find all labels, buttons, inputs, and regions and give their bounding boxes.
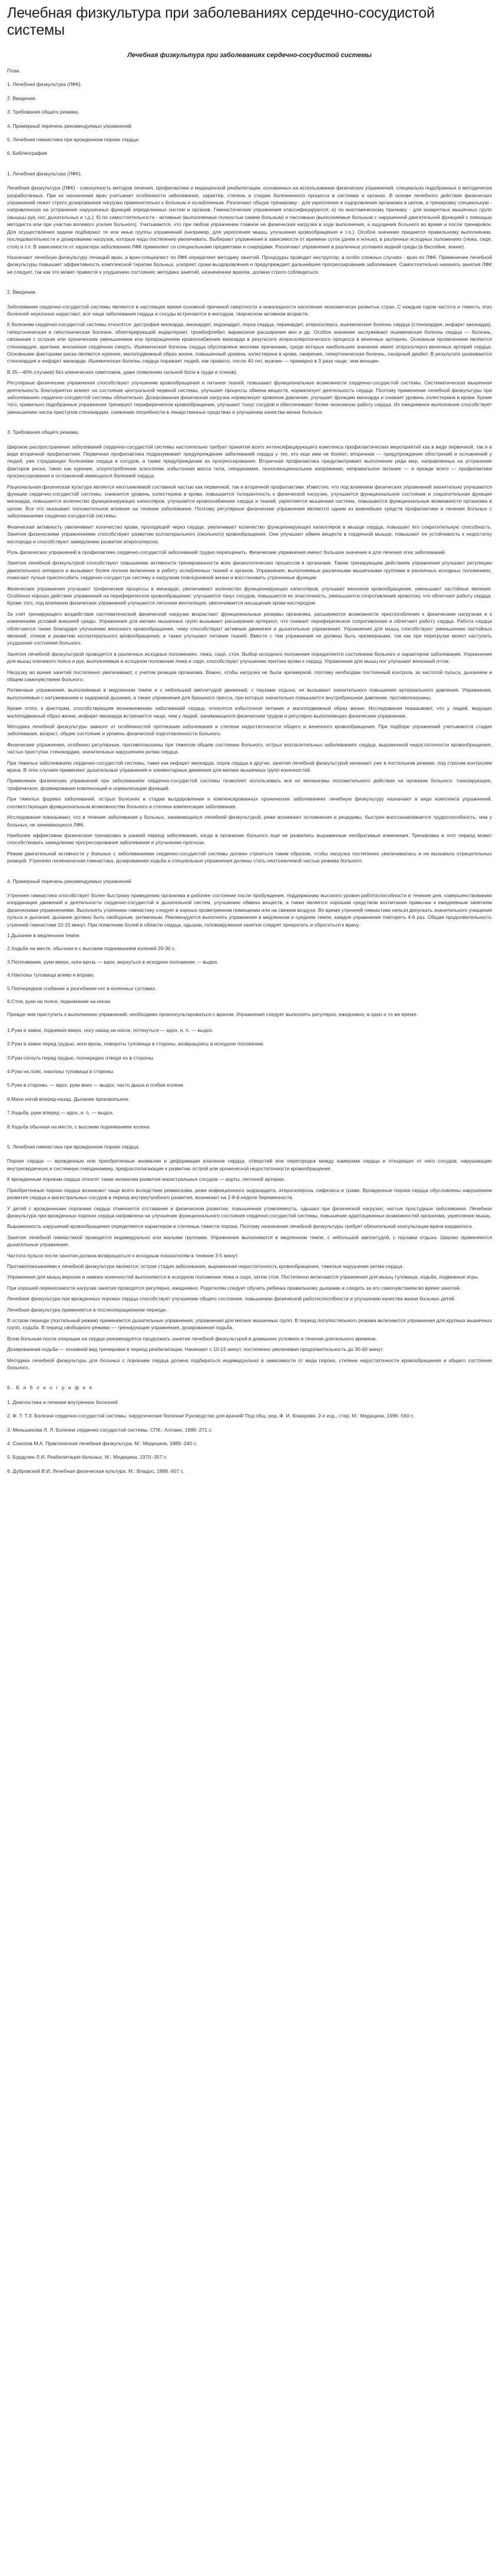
paragraph: Роль физических упражнений в профилактике сердечно-сосудистой заболеваний трудно переоценить. Физические упражнения имеют большое значение и для лечения этих заболеваний.	[7, 549, 447, 555]
paragraph: Лечебная физкультура применяется в послеоперационном периоде.	[7, 1306, 167, 1313]
bibliography-item: 5. Бурдулин Л.И. Реабилитация больных. М.: Медицина, 1970.-357 с.	[7, 1454, 168, 1460]
paragraph: Занятия лечебной физкультурой способствуют повышению активности тренированности всех физиологических процессов в организме. Таким тренирующим действием упражнения улучшают регуляцию двигательного аппарата и вызывают более полное включение в работу ослабленных тканей и органов. Упражнения, выполняемые различными мышечными группами в различных исходных положениях, помогают лучше приспособить сердечно-сосудистую систему к нагрузкам повседневной жизни и восстановить утраченные функции.	[7, 560, 492, 581]
exercise-list	[7, 1027, 492, 1130]
list-item: 3.Руки согнуть перед грудью, поочередно отводя их в стороны.	[7, 1054, 154, 1061]
bibliography-heading: 6. Б и б л и о г р а ф и я	[7, 1385, 93, 1391]
list-item: 6.Махи ногой вперед-назад. Дыхание произвольное.	[7, 1096, 130, 1102]
list-item: 6.Стоя, руки на поясе, поднимание на носки.	[7, 998, 112, 1004]
paragraph: Занятия лечебной гимнастикой проводятся индивидуально или малыми группами. Упражнения выполняются в медленном темпе, с небольшой амплитудой, с паузами отдыха. Широко применяются дыхательные упражнения.	[7, 1234, 492, 1248]
paragraph: Физическая активность увеличивает количество крови, проходящей через сердце; увеличивает количество функционирующих капилляров в мышце сердца, повышает его сократительную способность. Занятия физическими упражнениями способствуют развитию коллатерального (окольного) кровообращения. Они улучшают обмен веществ в сердечной мышце, повышают ее устойчивость к недостатку кислорода и способствуют замедлению развития атеросклероза.	[7, 523, 492, 545]
paragraph: За счет тренирующего воздействия систематической физической нагрузки возрастают функциональные резервы организма, расширяются возможности приспособления к физическим нагрузкам и к изменениям условий внешней среды. Упражнения для мелких мышечных групп вызывают расширение артериол, что снижает периферическое сопротивление и облегчает работу сердца. Работа сердца облегчается также благодаря улучшению венозного кровообращения, чему способствуют активные движения и дыхательные упражнения. Упражнения для мышц способствуют уменьшению застойных явлений, отеков и развитию коллатерального кровообращения, а также улучшают питание тканей. Вместе с тем упражнения не должны быть чрезмерными, так как при перегрузке может наступить ухудшение состояния больного.	[7, 610, 492, 646]
list-item: 4.Наклоны туловища влево и вправо.	[7, 972, 95, 978]
paragraph: Наиболее эффективна физическая тренировка в ранний период заболевания, когда в организме больного еще не развились выраженные необратимые изменения. Тренировка в этот период может способствовать замедлению прогрессирования заболевания и улучшению прогноза.	[7, 832, 492, 846]
page-title: Лечебная физкультура при заболеваниях сердечно-сосудистой системы	[7, 5, 435, 38]
paragraph: Противопоказаниями к лечебной физкультуре являются: острая стадия заболевания, выраженная недостаточность кровообращения, тяжелые нарушения ритма сердца.	[7, 1263, 404, 1269]
paragraph: Дозированная ходьба — основной вид тренировки в период реабилитации. Начинают с 10-15 минут, постепенно увеличивая продолжительность до 30-60 минут.	[7, 1346, 384, 1353]
bibliography-item: 1. Диагностика и лечение внутренних болезней.	[7, 1399, 120, 1405]
list-item: 8.Ходьба обычная на месте, с высоким подниманием колена.	[7, 1123, 151, 1130]
paragraph: Физические упражнения улучшают трофические процессы в миокарде, увеличивают количество функционирующих капилляров, улучшают венозное кровообращение, уменьшают застойные явления. Особенно хорошо действие упражнений на периферическое кровообращение: улучшается тонус сосудов, повышается их эластичность, уменьшается сопротивление кровотоку, что облегчает работу сердца. Кроме того, под влиянием физических упражнений улучшается легочная вентиляция, увеличивается насыщение крови кислородом.	[7, 585, 492, 606]
plan-item: 5. Лечебная гимнастика при врожденном пороке сердца.	[7, 137, 140, 143]
bibliography-item: 4. Соколов М.А. Практическая лечебная физкультура. М.: Медицина, 1989.-240 с.	[7, 1440, 198, 1447]
paragraph: К болезням сердечно-сосудистой системы относятся: дистрофия миокарда, миокардит, эндокардит, порок сердца, перикардит, атеросклероз, ишемическая болезнь сердца (стенокардия, инфаркт миокарда), гипертоническая и гипотоническая болезни, облитерирующий эндартериит, тромбофлебит, варикозное расширение вен и др. Особое значение заслуживают ишемическая болезнь сердца — болезнь, связанная с острым или хроническим уменьшением или прекращением кровоснабжения миокарда в результате атеросклеротического процесса в венечных артериях. Основным проявлением являются стенокардия, аритмии, внезапная сердечная смерть. Ишемическая болезнь сердца обусловлена многими причинами, среди которых наибольшее значение имеет атеросклероз венечных артерий сердца. Основными факторами риска являются курение, малоподвижный образ жизни, повышенный уровень холестерина в крови, ожирение, гипертоническая болезнь, сахарный диабет. В результате развиваются стенокардия и инфаркт миокарда. Ишемическая болезнь сердца поражает людей, как правило, после 40 лет, мужчин — примерно в 3 раза чаще, чем женщин.	[7, 321, 492, 364]
list-item: 5.Руки в стороны, — вдох, руки вниз — выдох, часто дыша и сгибая колени.	[7, 1082, 184, 1088]
bibliography-item: 3. Меньшикова Л. Л. Болезни сердечно-сосудистой системы. СПб.: Аллаин, 1998.-271 с.	[7, 1426, 213, 1433]
paragraph: Частота пульса после занятия должна возвращаться к исходным показателям в течение 3-5 минут.	[7, 1252, 239, 1259]
paragraph: Регулярные физические упражнения способствуют улучшению кровообращения и питания тканей, повышают функциональные возможности сердечно-сосудистой системы. Систематическая мышечная деятельность благоприятно влияет на состояние центральной нервной системы, улучшает процессы обмена веществ, нормализует деятельность сердца. Поэтому применение лечебной физкультуры при заболеваниях сердечно-сосудистой системы обязательно. Дозированная физическая нагрузка нормализует кровяное давление, улучшает функцию миокарда и снижает уровень холестерина в крови. Кроме того, правильно подобранные упражнения тренируют периферическое кровообращение, улучшают тонус сосудов и обеспечивают более экономную работу сердца. Их ежедневное выполнение способствует уменьшению числа приступов стенокардии, снижению потребности в лекарственных средствах и улучшению качества жизни больных.	[7, 380, 492, 415]
paragraph: Физические упражнения, особенно регулярные, противопоказаны при тяжелом общем состоянии больного, острых воспалительных заболеваниях сердца, выраженной недостаточности кровообращения, частых приступах стенокардии, значительных нарушениях ритма сердца.	[7, 741, 492, 755]
plan-item: 2. Введение.	[7, 95, 37, 101]
paragraph: Режим двигательной активности у больных с заболеваниями сердечно-сосудистой системы должен строиться таким образом, чтобы нагрузка постепенно увеличивалась и не вызывала отрицательных реакций. Утренняя гигиеническая гимнастика, дозированная ходьба и специальные упражнения должны стать неотъемлемой частью режима больного.	[7, 850, 492, 864]
bibliography-list	[7, 1399, 492, 1475]
paragraph: При тяжелых заболеваниях сердечно-сосудистой системы, таких как инфаркт миокарда, порок сердца и другие, занятия лечебной физкультурой начинают уже в постельном режиме, под строгим контролем врача. В этих случаях применяют дыхательные упражнения и элементарные движения для мелких мышечных групп конечностей.	[7, 759, 492, 774]
paragraph: При хорошей переносимости нагрузки занятия проводятся регулярно, ежедневно. Родителям следует обучить ребенка правильному дыханию и следить за его самочувствием во время занятий.	[7, 1284, 461, 1291]
paragraph: Лечебная физкультура при врожденных пороках сердца способствует улучшению общего состояния, повышению физической работоспособности и улучшению качества жизни больных детей.	[7, 1296, 456, 1302]
paragraph: Методика лечебной физкультуры для больных с пороками сердца должна подбираться индивидуально в зависимости от вида порока, степени недостаточности кровообращения и общего состояния больного.	[7, 1357, 492, 1370]
paragraph: Прежде чем приступить к выполнению упражнений, необходимо проконсультироваться с врачом. Упражнения следует выполнять регулярно, ежедневно, в одно и то же время.	[7, 1011, 418, 1018]
paragraph: Пороки сердца — врожденные или приобретенные аномалии и деформации клапанов сердца, отверстий или перегородок между камерами сердца и отходящих от него сосудов, нарушающие внутрисердечную и системную гемодинамику, предрасполагающие к развитию острой или хронической недостаточности кровообращения.	[7, 1158, 492, 1171]
paragraph: Исследования показывают, что в течение заболевания у больных, занимающихся лечебной физкультурой, реже возникают осложнения и рецидивы, быстрее восстанавливается трудоспособность, чем у больных, не занимающихся ЛФК.	[7, 814, 492, 828]
section-heading: 3. Требования общего режима.	[7, 429, 80, 436]
section-heading: 4. Примерный перечень рекомендуемых упражнений	[7, 878, 131, 884]
plan-label: План.	[7, 68, 21, 74]
bibliography-item: 2. Ф. Т. Т.З. Болезни сердечно-сосудистой системы, хирургические болезни/ Руководство для врачей/ Под общ. ред. Ф. И. Комарова. 2-е изд., стер. М.: Медицина, 1996.-560 с.	[7, 1413, 415, 1419]
bibliography-item: 6. Дубровский В.И. Лечебная физическая культура. М.: Владос, 1999.-607 с.	[7, 1468, 185, 1474]
plan-item: 1. Лечебная физкультура (ЛФК).	[7, 81, 82, 88]
document-heading: Лечебная физкультура при заболеваниях сердечно-сосудистой системы	[127, 52, 372, 59]
list-item: 1.Дыхание в медленном темпе.	[7, 932, 81, 938]
section-heading: 1. Лечебная физкультура (ЛФК).	[7, 170, 82, 177]
list-item: 1.Руки в замок, поднимая вверх, ногу назад на носок, потянуться — вдох, и. п. — выдох.	[7, 1027, 214, 1033]
paragraph: Кроме этого, к факторам, способствующим возникновению заболеваний сердца, относятся избыточное питание и малоподвижный образ жизни. Исследования показывают, что у людей, ведущих малоподвижный образ жизни, инфаркт миокарда встречается чаще, чем у людей, занимающихся физическим трудом и регулярно выполняющих физические упражнения.	[7, 705, 492, 719]
paragraph: В остром периоде (постельный режим) применяются дыхательные упражнения, упражнения для мелких мышечных групп. В период полупостельного режима включаются упражнения для крупных мышечных групп, ходьба. В период свободного режима — тренирующие упражнения, дозированная ходьба.	[7, 1317, 492, 1331]
paragraph: Рациональная физическая культура является неотъемлемой составной частью как первичной, так и вторичной профилактики. Известно, что под влиянием физических упражнений значительно улучшаются функции сердечно-сосудистой системы, снижается уровень холестерина в крови, повышается толерантность к физической нагрузке, улучшается функциональное состояние и сократительная функция миокарда, повышается количество функционирующих капилляров, улучшается кровоснабжение сердца и тканей, укрепляется мышечная система, повышаются функциональные возможности организма в целом. Все это оказывает положительное влияние на течение заболевания. Поэтому регулярные физические упражнения являются одним из важнейших средств профилактики и лечения больных с заболеваниями сердечно-сосудистой системы.	[7, 483, 492, 519]
list-item: 5.Поочередное сгибание и разгибание ног в коленных суставах.	[7, 985, 157, 991]
plan-item: 6. Библиография	[7, 150, 47, 157]
paragraph: Лечебная физкультура (ЛФК) - совокупность методов лечения, профилактики и медицинской реабилитации, основанных на использовании физических упражнений, специально подобранных и методически разработанных. При их назначении врач учитывает особенности заболевания, характер, степень и стадию болезненного процесса в системах и органах. В основе лечебного действия физических упражнений лежит строго дозированная нагрузка применительно к больным и ослабленным. Различают общую тренировку - для укрепления и оздоровления организма в целом, и тренировку специальную - направленную на устранение нарушенных функций определенных систем и органов. Гимнастические упражнения классифицируются: а) по анатомическому признаку - для конкретных мышечных групп (мышцы рук, ног, дыхательных и т.д.); б) по самостоятельности - активные (выполняемые полностью самим больным) и пассивные (выполняемые больным с нарушенной двигательной функцией с помощью методиста или при участии волевого усилия больного). Учитываются, что при любом упражнении главное не физическая нагрузка в ходе выполнения, а ощущения больного во время и после тренировок. Для осуществления задачи подбирают те или иные группы упражнений (например, для укрепления мышц, улучшения кровообращения и т.п.). Особое значение придается правильному выполнению, последовательности и дозированию нагрузок, которые надо постепенно увеличивать. Выбирают упражнения в зависимости от времени суток (днем и ночью), в различных исходных положениях (лежа, сидя, стоя) и т.п. В зависимости от характера заболевания ЛФК применяют со специальными предметами и снарядами. Различают упражнения в различных условиях водной среды (в бассейне, ванне).	[7, 185, 492, 250]
paragraph: У детей с врожденными пороками сердца отмечается отставание в физическом развитии, повышенная утомляемость, одышка при физической нагрузке, частые простудные заболевания. Лечебная физкультура при врожденных пороках сердца направлена на улучшение функционального состояния сердечно-сосудистой системы, повышение адаптационных возможностей организма, укрепление мышц.	[7, 1205, 492, 1219]
list-item: 2.Ходьба на месте, обычная и с высоким подниманием коленей 20-30 с.	[7, 945, 176, 952]
paragraph: При тяжелых формах заболеваний, острых болезнях в стадии выздоровления и компенсированных хронических заболеваниях лечебную физкультуру назначают в виде комплекса упражнений, соответствующих функциональным возможностям больного и степени компенсации заболевания.	[7, 796, 492, 809]
paragraph: Ритмичные упражнения, выполняемые в медленном темпе и с небольшой амплитудой движений, с паузами отдыха, не вызывают значительного повышения артериального давления. Упражнения, выполняемые с натуживанием и задержкой дыхания, а также упражнения для брюшного пресса, при которых значительно повышается внутрибрюшное давление, противопоказаны.	[7, 687, 492, 701]
paragraph: Широкое распространение заболеваний сердечно-сосудистой системы настоятельно требует принятия всего интенсифицирующего комплекса профилактических мероприятий как в виде первичной, так и в виде вторичной профилактики. Первичная профилактика подразумевает предупреждение заболеваний сердца у тех, кто еще ими не болеет; вторичная — предупреждение обострений и осложнений у людей, уже страдающих болезнями сердца и сосудов, а также предупреждение их прогрессирования. Вторичная профилактика предусматривает выполнение ряда мер, направленных на устранение факторов риска, таких как курение, злоупотребление алкоголем, избыточная масса тела, гиподинамия, психоэмоциональное напряжение, неправильное питание — и прежде всего — профилактики прогрессирования и осложнений имеющихся болезней сердца.	[7, 443, 492, 479]
section-heading: 2. Введение.	[7, 289, 37, 296]
paragraph: Методика лечебной физкультуры зависит от особенностей протекания заболевания и степени недостаточности общего и венечного кровообращения. При подборе упражнений учитываются стадия заболевания, возраст, общее состояние и уровень физической подготовленности больного.	[7, 723, 492, 737]
paragraph: Назначают лечебную физкультуру лечащий врач, а врач-специалист по ЛФК определяет методику занятий. Процедуры проводит инструктор; в особо сложных случаях - врач по ЛФК. Применение лечебной физкультуры повышает эффективность комплексной терапии больных, ускоряет сроки выздоровления и предупреждает дальнейшее прогрессирование заболевания. Самостоятельно начинать занятия ЛФК не следует, так как это может привести к ухудшению состояния; методика занятий, назначенная врачом, должна строго соблюдаться.	[7, 254, 492, 275]
paragraph: Приобретенные пороки сердца возникают чаще всего вследствие ревматизма, реже инфекционного эндокардита, атеросклероза, сифилиса и травм. Врожденные пороки сердца обусловлены нарушением развития сердца и магистральных сосудов в период внутриутробного развития, возникают на 2-8-й неделе беременности.	[7, 1187, 492, 1201]
plan-item: 4. Примерный перечень рекомендуемых упражнений.	[7, 122, 133, 129]
paragraph: Упражнения для мышц верхних и нижних конечностей выполняются в исходном положении лежа и сидя, затем стоя. Постепенно включаются упражнения для мышц туловища, ходьба, подвижные игры.	[7, 1274, 480, 1280]
paragraph: Утренняя гимнастика способствует более быстрому приведению организма в рабочее состояние после пробуждения, поддержанию высокого уровня работоспособности в течение дня, совершенствованию координации движений и деятельности сердечно-сосудистой и дыхательной систем, улучшению обмена веществ, а также является хорошим средством воспитания привычки к ежедневным занятиям физическими упражнениями. Выполнять утреннюю гимнастику следует в хорошо проветренном помещении или на свежем воздухе. Во время утренней гимнастики нельзя допускать значительного учащения пульса и дыхания; дыхание должно быть свободным, ритмичным. Рекомендуется выполнять упражнения в медленном и среднем темпе, каждое упражнение повторять 4-6 раз. Общая продолжительность утренней гимнастики 10-15 минут. При появлении болей в области сердца, одышки, головокружения занятия следует прекратить и обратиться к врачу.	[7, 892, 492, 928]
list-item: 4.Руки на пояс, наклоны туловища в стороны.	[7, 1068, 115, 1075]
section-heading: 5. Лечебная гимнастика при врожденном пороке сердца.	[7, 1144, 140, 1150]
paragraph: В 35—40% случаев) без клинических симптомов, даже появлению сильной боли в груди и отеков).	[7, 369, 238, 375]
paragraph: К врожденным порокам сердца относят такие аномалии развития магистральных сосудов — аорты, легочной артерии.	[7, 1176, 285, 1183]
plan-item: 3. Требования общего режима.	[7, 109, 80, 115]
list-item: 3.Потягивание, руки вверх, ноги врозь — вдох, вернуться в исходное положение — выдох.	[7, 958, 219, 965]
paragraph: Нагрузку во время занятий постепенно увеличивают, с учетом реакции организма. Важно, чтобы нагрузка не была чрезмерной, поэтому необходим постоянный контроль за частотой пульса, дыханием и общим самочувствием больного.	[7, 669, 492, 682]
list-item: 2.Руки в замок перед грудью, ноги врозь, повороты туловища в стороны, возвращаясь в исходное положение.	[7, 1041, 265, 1047]
plan-section	[7, 67, 492, 157]
paragraph: Всем больным после операции на сердце рекомендуется продолжать занятия лечебной физкультурой в домашних условиях в течение длительного времени.	[7, 1335, 377, 1342]
paragraph: Заболевания сердечно-сосудистой системы являются в настоящее время основной причиной смертности и инвалидности населения экономически развитых стран. С каждым годом частота и тяжесть этих болезней неуклонно нарастают, все чаще заболевания сердца и сосуды встречаются в молодом, творческом активном возрасте.	[7, 303, 492, 317]
paragraph: Выраженность нарушений кровообращения определяется характером и степенью тяжести порока. Поэтому назначение лечебной физкультуры требует обязательной консультации врача-кардиолога.	[7, 1223, 473, 1230]
paragraph: Занятия лечебной физкультурой проводятся в различных исходных положениях: лежа, сидя, стоя. Выбор исходного положения определяется состоянием больного и характером заболевания. Упражнения для мышц плечевого пояса и рук, выполняемые в исходном положении лежа и сидя, способствуют улучшению притока крови к сердцу. Упражнения для мышц ног улучшают венозный отток.	[7, 650, 492, 665]
list-item: 7.Ходьба, руки вперед — вдох, и. п. — выдох.	[7, 1110, 114, 1116]
paragraph: Применение физических упражнений при заболеваниях сердечно-сосудистой системы позволяет использовать все их механизмы положительного действия на организм больного: тонизирующее, трофическое, формирования компенсаций и нормализации функций.	[7, 778, 492, 791]
exercise-list	[7, 932, 492, 1005]
